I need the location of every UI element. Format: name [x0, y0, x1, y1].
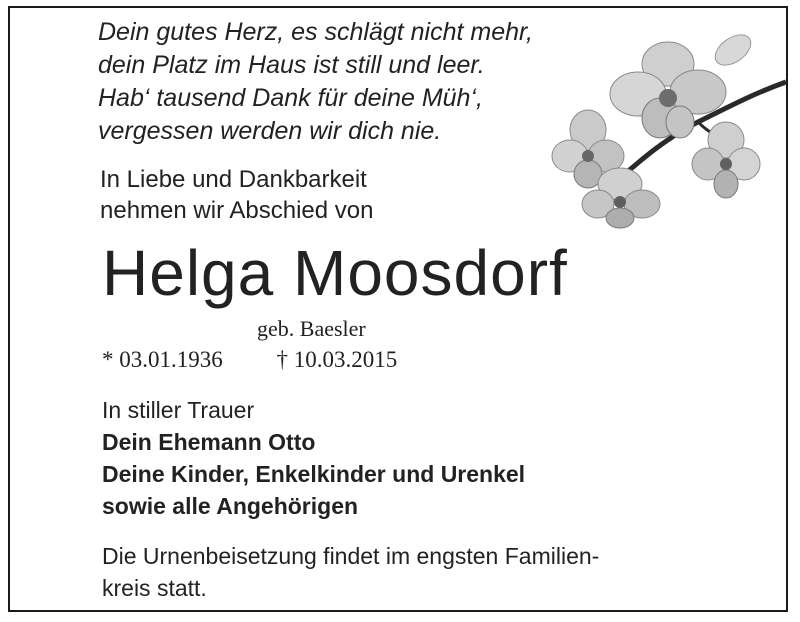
intro-text [100, 164, 374, 226]
intro-line: nehmen wir Abschied von [100, 197, 374, 224]
mourner-line: Dein Ehemann Otto [102, 429, 316, 455]
poem-line: vergessen werden wir dich nie. [98, 117, 442, 145]
death-date: † 10.03.2015 [276, 347, 398, 372]
mourner-line: Deine Kinder, Enkelkinder und Urenkel [102, 461, 526, 487]
poem-line: Hab‘ tausend Dank für deine Müh‘, [98, 84, 483, 112]
life-dates [102, 346, 397, 374]
mourners [102, 394, 525, 522]
orchid-image [548, 22, 788, 232]
poem-line: Dein gutes Herz, es schlägt nicht mehr, [98, 18, 533, 46]
birth-date: * 03.01.1936 [102, 347, 223, 372]
intro-line: In Liebe und Dankbarkeit [100, 166, 367, 193]
poem [98, 16, 533, 148]
burial-note [102, 540, 599, 604]
mourners-heading: In stiller Trauer [102, 397, 255, 423]
deceased-name: Helga Moosdorf [102, 237, 568, 309]
mourner-line: sowie alle Angehörigen [102, 493, 359, 519]
burial-line: kreis statt. [102, 575, 207, 601]
poem-line: dein Platz im Haus ist still und leer. [98, 51, 485, 79]
burial-line: Die Urnenbeisetzung findet im engsten Familien- [102, 543, 600, 569]
maiden-name: geb. Baesler [257, 316, 366, 341]
